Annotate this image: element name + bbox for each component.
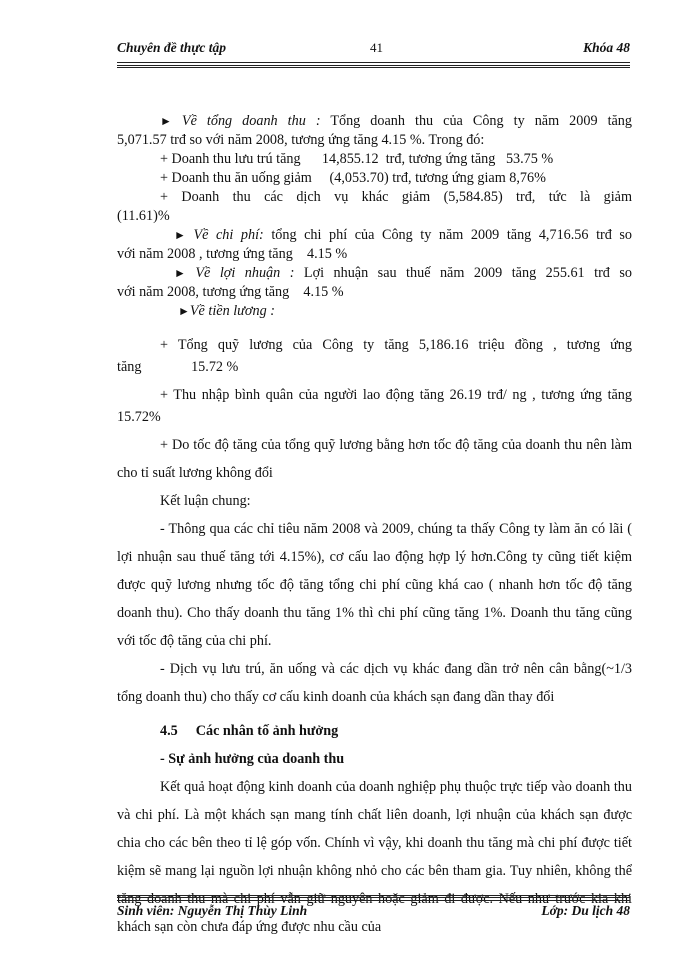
conclusion-paragraph-2: - Dịch vụ lưu trú, ăn uống và các dịch vụ khác đang dần trở nên cân bằng(~1/3 tổng doanh thu) cho thấy cơ cấu kinh doanh của khách sạn đang dần thay đổi bbox=[117, 661, 632, 705]
bullet-triangle-icon: ► bbox=[160, 114, 172, 128]
section-number: 4.5 bbox=[160, 723, 178, 739]
profit-line1: Lợi nhuận sau thuế năm 2009 tăng 255.61 trđ so bbox=[303, 265, 632, 281]
cost-label: Về chi phí: bbox=[193, 227, 264, 243]
header-course: Khóa 48 bbox=[583, 40, 630, 55]
revenue-item-other-cont: (11.61)% bbox=[117, 208, 170, 224]
bullet-triangle-icon: ► bbox=[174, 266, 186, 280]
revenue-heading-line bbox=[117, 112, 632, 131]
bullet-triangle-icon: ► bbox=[178, 304, 190, 318]
profit-label: Về lợi nhuận : bbox=[195, 265, 295, 281]
profit-line2: với năm 2008, tương ứng tăng 4.15 % bbox=[117, 284, 344, 300]
final-paragraph: Kết quả hoạt động kinh doanh của doanh nghiệp phụ thuộc trực tiếp vào doanh thu và chi phí. Là một khách sạn mang tính chất liên doanh, lợi nhuận của khách sạn được chia cho các bên theo tỉ lệ góp vốn. Chính vì vậy, khi doanh thu tăng mà chi phí được tiết kiệm sẽ mang lại nguồn lợi nhuận không nhỏ cho các bên tham gia. Tuy nhiên, không thể tăng doanh thu mà chi phí vẫn giữ nguyên hoặc giảm đi được. Nếu như trước kia khi khách sạn còn chưa đáp ứng được nhu cầu của bbox=[117, 779, 632, 935]
subsection-title: - Sự ảnh hưởng của doanh thu bbox=[160, 751, 345, 767]
revenue-item-other: + Doanh thu các dịch vụ khác giảm (5,584.85) trđ, tức là giảm bbox=[160, 189, 632, 205]
page-footer bbox=[117, 903, 630, 925]
page-header bbox=[117, 40, 630, 62]
cost-heading-line bbox=[117, 226, 632, 245]
cost-line2: với năm 2008 , tương ứng tăng 4.15 % bbox=[117, 246, 348, 262]
salary-item-fund-cont: tăng 15.72 % bbox=[117, 359, 239, 375]
salary-item-income: + Thu nhập bình quân của người lao động tăng 26.19 trđ/ ng , tương ứng tăng bbox=[160, 387, 632, 403]
salary-item-income-cont: 15.72% bbox=[117, 409, 161, 425]
revenue-line2: 5,071.57 trđ so với năm 2008, tương ứng tăng 4.15 %. Trong đó: bbox=[117, 132, 485, 148]
page-body bbox=[117, 112, 632, 941]
salary-heading bbox=[117, 302, 632, 321]
salary-item-fund: + Tổng quỹ lương của Công ty tăng 5,186.16 triệu đồng , tương ứng bbox=[160, 337, 632, 353]
conclusion-title: Kết luận chung: bbox=[160, 493, 251, 509]
header-rule bbox=[117, 62, 630, 68]
profit-heading-line bbox=[117, 264, 632, 283]
revenue-item-food: + Doanh thu ăn uống giảm (4,053.70) trđ, tương ứng giam 8,76% bbox=[160, 170, 546, 186]
revenue-line1: Tổng doanh thu của Công ty năm 2009 tăng bbox=[330, 113, 632, 129]
footer-rule bbox=[117, 895, 630, 901]
revenue-item-lodging: + Doanh thu lưu trú tăng 14,855.12 trđ, tương ứng tăng 53.75 % bbox=[160, 151, 554, 167]
footer-student: Sinh viên: Nguyễn Thị Thùy Linh bbox=[117, 903, 308, 918]
page-number: 41 bbox=[370, 40, 383, 55]
salary-label: Về tiền lương : bbox=[189, 303, 275, 319]
cost-line1: tổng chi phí của Công ty năm 2009 tăng 4,716.56 trđ so bbox=[271, 227, 633, 243]
conclusion-paragraph-1: - Thông qua các chỉ tiêu năm 2008 và 2009, chúng ta thấy Công ty làm ăn có lãi ( lợi nhuận sau thuế tăng tới 4.15%), cơ cấu lao động hợp lý hơn.Công ty cũng tiết kiệm được quỹ lương nhưng tốc độ tăng tổng chi phí cũng khá cao ( nhanh hơn tốc độ tăng doanh thu). Cho thấy doanh thu tăng 1% thì chi phí cũng tăng 1%. Doanh thu tăng cũng với tốc độ tăng của chi phí. bbox=[117, 521, 632, 649]
bullet-triangle-icon: ► bbox=[174, 228, 186, 242]
footer-class: Lớp: Du lịch 48 bbox=[541, 903, 630, 918]
section-heading bbox=[117, 717, 632, 745]
section-title: Các nhân tố ảnh hưởng bbox=[195, 723, 339, 739]
revenue-label: Về tổng doanh thu : bbox=[181, 113, 321, 129]
salary-item-rate: + Do tốc độ tăng của tổng quỹ lương bằng hơn tốc độ tăng của doanh thu nên làm cho tỉ suất lương không đổi bbox=[117, 437, 632, 481]
header-title: Chuyên đề thực tập bbox=[117, 40, 226, 55]
